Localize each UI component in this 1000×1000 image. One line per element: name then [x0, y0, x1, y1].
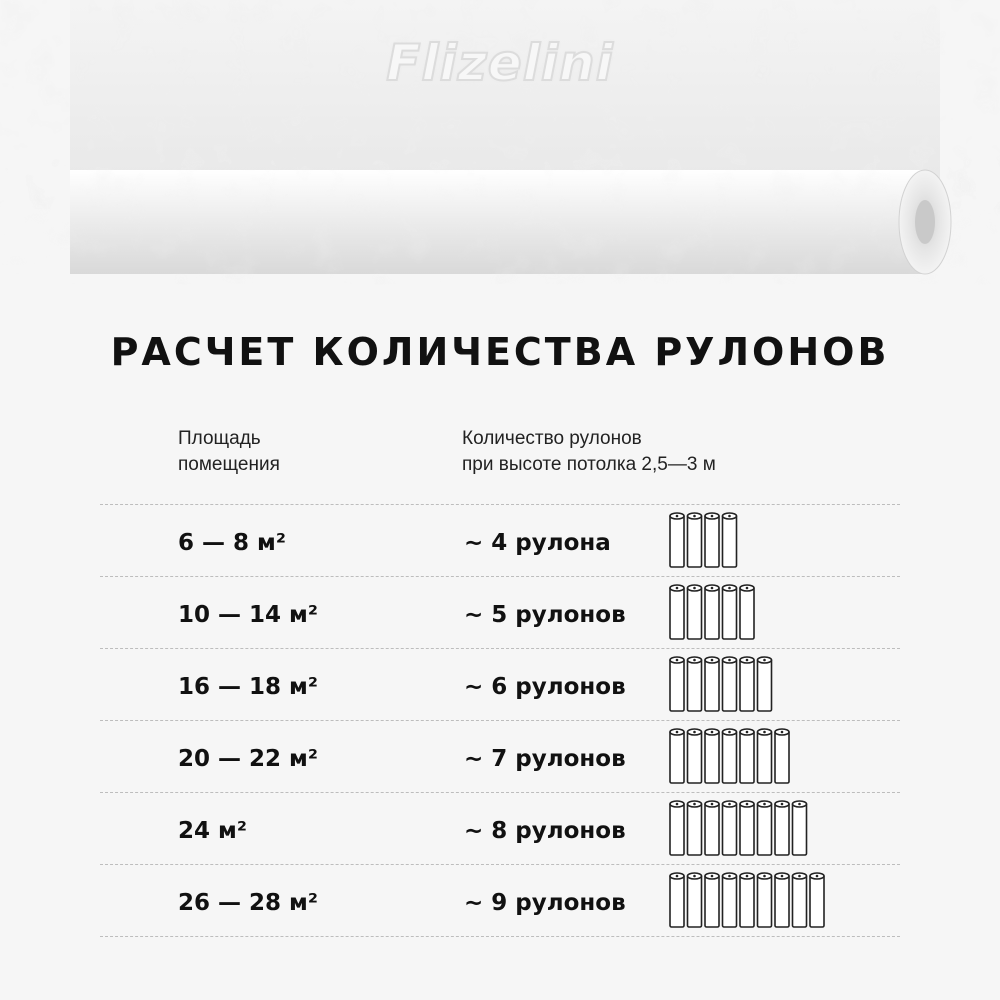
rolls-icon-group: [668, 871, 830, 935]
rolls-icon-group: [668, 655, 777, 719]
rolls-icon-group: [668, 583, 760, 647]
roll-icon: [670, 657, 684, 711]
table-row: [100, 864, 900, 937]
roll-icon: [740, 585, 754, 639]
roll-icon: [723, 513, 737, 567]
rolls-icon-svg: [668, 727, 795, 787]
page-title: РАСЧЕТ КОЛИЧЕСТВА РУЛОНОВ: [110, 330, 890, 374]
roll-icon: [705, 801, 719, 855]
roll-icon: [705, 729, 719, 783]
brand-logo: Flizelini: [386, 34, 614, 92]
area-value: 16 — 18 м²: [178, 674, 318, 700]
roll-icon: [670, 873, 684, 927]
roll-icon: [688, 585, 702, 639]
rolls-count: ~ 9 рулонов: [464, 890, 626, 916]
rolls-count: ~ 5 рулонов: [464, 602, 626, 628]
rolls-icon-svg: [668, 511, 742, 571]
rolls-icon-svg: [668, 871, 830, 931]
rolls-icon-svg: [668, 799, 812, 859]
roll-icon: [758, 873, 772, 927]
table-row: [100, 720, 900, 792]
roll-icon: [723, 729, 737, 783]
roll-icon: [723, 585, 737, 639]
area-value: 20 — 22 м²: [178, 746, 318, 772]
roll-icon: [670, 801, 684, 855]
table-row: [100, 576, 900, 648]
rolls-icon-svg: [668, 583, 760, 643]
column-header-rolls: Количество рулонов при высоте потолка 2,5—3 м: [462, 428, 716, 475]
area-value: 26 — 28 м²: [178, 890, 318, 916]
rolls-count: ~ 6 рулонов: [464, 674, 626, 700]
column-header-area: Площадь помещения: [178, 428, 280, 475]
roll-icon: [740, 801, 754, 855]
roll-icon: [758, 729, 772, 783]
roll-icon: [670, 729, 684, 783]
roll-icon: [775, 801, 789, 855]
roll-icon: [723, 801, 737, 855]
roll-icon: [705, 657, 719, 711]
rolls-table: [100, 504, 900, 937]
roll-icon: [688, 801, 702, 855]
roll-icon: [705, 513, 719, 567]
roll-icon: [688, 657, 702, 711]
rolls-icon-svg: [668, 655, 777, 715]
rolls-count: ~ 4 рулона: [464, 530, 611, 556]
roll-icon: [758, 801, 772, 855]
table-row: [100, 648, 900, 720]
table-row: [100, 504, 900, 576]
roll-icon: [740, 729, 754, 783]
roll-icon: [688, 873, 702, 927]
area-value: 6 — 8 м²: [178, 530, 286, 556]
roll-icon: [810, 873, 824, 927]
rolls-icon-group: [668, 799, 812, 863]
rolls-icon-group: [668, 727, 795, 791]
rolls-count: ~ 8 рулонов: [464, 818, 626, 844]
roll-icon: [688, 729, 702, 783]
rolls-icon-group: [668, 511, 742, 575]
roll-icon: [723, 873, 737, 927]
table-row: [100, 792, 900, 864]
rolls-count: ~ 7 рулонов: [464, 746, 626, 772]
area-value: 10 — 14 м²: [178, 602, 318, 628]
roll-icon: [740, 657, 754, 711]
area-value: 24 м²: [178, 818, 247, 844]
roll-icon: [723, 657, 737, 711]
roll-icon: [775, 873, 789, 927]
roll-icon: [705, 873, 719, 927]
hero-banner: [0, 0, 1000, 300]
roll-icon: [670, 513, 684, 567]
roll-icon: [758, 657, 772, 711]
roll-icon: [688, 513, 702, 567]
roll-icon: [740, 873, 754, 927]
roll-icon: [775, 729, 789, 783]
roll-icon: [705, 585, 719, 639]
roll-icon: [793, 801, 807, 855]
roll-icon: [670, 585, 684, 639]
roll-icon: [793, 873, 807, 927]
